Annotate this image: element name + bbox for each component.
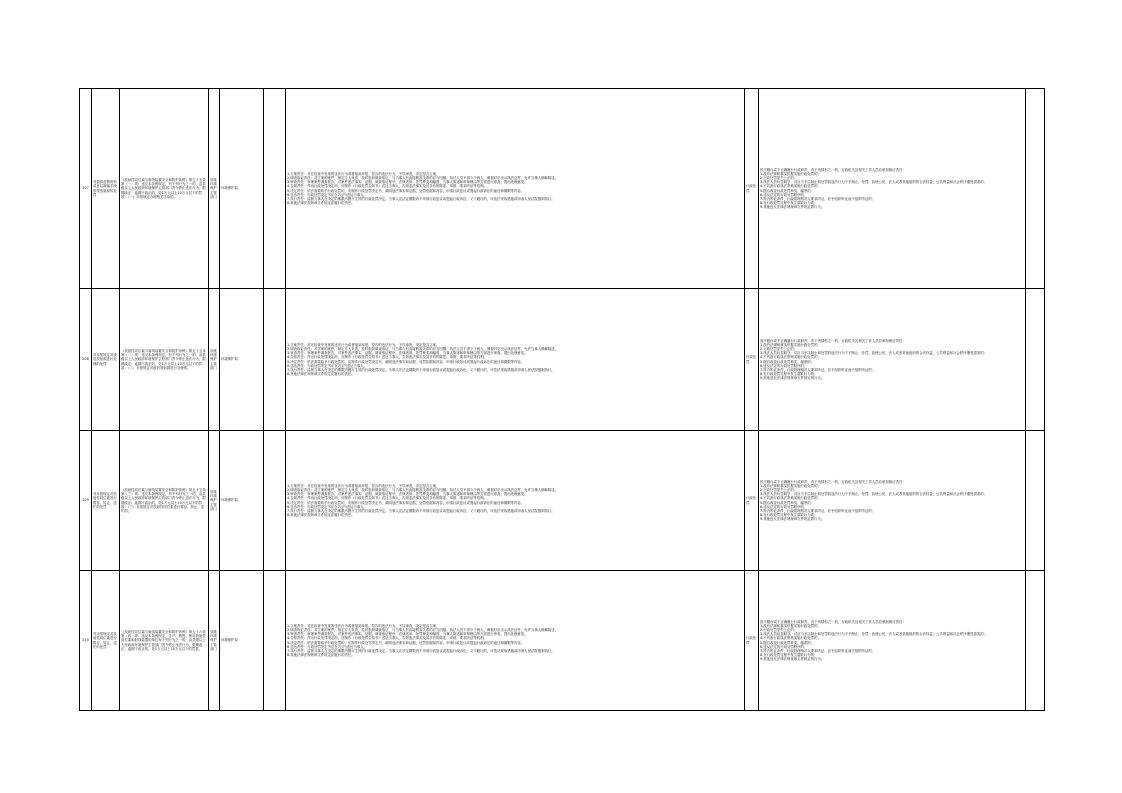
remarks-cell bbox=[1026, 571, 1045, 711]
responsibility-items bbox=[286, 431, 745, 571]
responsibility-line: 7.执行责任：监督当事人在决定的期限内履行生效的行政处罚决定。当事人在法定期限内不申请行政复议或提起行政诉讼，又不履行的，可依法采取措施或申请人民法院强制执行。 bbox=[287, 367, 555, 372]
responsibility-line: 5.决定责任：依法需要给予行政处罚的，应制作行政处罚决定书，载明违法事实和证据、处罚依据和内容、申请行政复议或提起行政诉讼的途径和期限等内容。 bbox=[287, 359, 525, 364]
responsibility-line: 1.立案责任：对在检查中发现的违法行为或者接到举报、控告的违法行为，予以审查，决定是否立案。 bbox=[287, 343, 440, 348]
accountability-line: 8.在行政处罚过程中发生腐败行为的； bbox=[760, 371, 818, 376]
table-row bbox=[80, 89, 1045, 289]
accountability-line: 3.执法人员玩忽职守，对应当予以制止和处罚的违法行为不予制止、处罚，致使公民、法人或者其他组织的合法权益、公共利益和社会秩序遭受损害的； bbox=[760, 351, 988, 356]
responsibility-line: 3.审查责任：审理案件调查报告，对案件违法事实、证据、调查取证程序、法律适用、处罚种类和幅度、当事人陈述和申辩理由等方面进行审查，提出处理意见。 bbox=[287, 351, 528, 356]
accountability-line: 9.其他违反法律法规规章文件规定的行为。 bbox=[760, 204, 825, 209]
responsibility-line: 6.送达责任：行政处罚决定书应在7日内送达当事人。 bbox=[287, 192, 367, 197]
responsibility-items bbox=[286, 89, 745, 289]
accountability-line: 3.执法人员玩忽职守，对应当予以制止和处罚的违法行为不予制止、处罚，致使公民、法人或者其他组织的合法权益、公共利益和社会秩序遭受损害的； bbox=[760, 180, 988, 185]
responsibility-line: 4.告知责任：作出行政处罚决定前，应制作《行政处罚告知书》送达当事人，告知违法事实及其享有的陈述、申辩、要求听证等权利。 bbox=[287, 496, 487, 501]
table-row bbox=[80, 571, 1045, 711]
accountability-items bbox=[759, 89, 1026, 289]
responsibility-line: 7.执行责任：监督当事人在决定的期限内履行生效的行政处罚决定。当事人在法定期限内不申请行政复议或提起行政诉讼，又不履行的，可依法采取措施或申请人民法院强制执行。 bbox=[287, 508, 555, 513]
accountability-line: 1.没有法律和事实依据实施行政处罚的； bbox=[760, 484, 821, 489]
legal-basis: 《放射性同位素与射线装置安全和防护条例》第五十五条第（一）项：违反本条例规定，有下列行为之一的，由县级以上人民政府环境保护主管部门责令停止违法行为，限期改正；逾期不改正的，处1万元以上10万元以下的罚款：（一）未按规定办理相关手续的。 bbox=[120, 89, 209, 289]
table-row bbox=[80, 289, 1045, 431]
result-type: 行政处罚 bbox=[745, 571, 759, 711]
responsibility-line: 2.调查取证责任：对立案的案件，指定专人负责，及时组织调查取证，与当事人有直接利害关系的应当回避。执法人员不得少于两人，调查时应出示执法证件，允许当事人辩解陈述。 bbox=[287, 488, 559, 493]
accountability-line: 4.不具备行政执法资格实施行政处罚的； bbox=[760, 184, 821, 189]
responsibility-line: 2.调查取证责任：对立案的案件，指定专人负责，及时组织调查取证，与当事人有直接利害关系的应当回避。执法人员不得少于两人，调查时应出示执法证件，允许当事人辩解陈述。 bbox=[287, 176, 559, 181]
result-type: 行政处罚 bbox=[745, 289, 759, 431]
accountability-line: 1.没有法律和事实依据实施行政处罚的； bbox=[760, 172, 821, 177]
responsibility-line: 8.其他法律法规规章文件规定应履行的责任。 bbox=[287, 200, 355, 205]
accountability-line: 4.不具备行政执法资格实施行政处罚的； bbox=[760, 496, 821, 501]
empty-cell bbox=[264, 289, 286, 431]
responsible-department: 环境保护局 bbox=[220, 89, 264, 289]
responsibility-line: 5.决定责任：依法需要给予行政处罚的，应制作行政处罚决定书，载明违法事实和证据、处罚依据和内容、申请行政复议或提起行政诉讼的途径和期限等内容。 bbox=[287, 500, 525, 505]
remarks-cell bbox=[1026, 289, 1045, 431]
accountability-line: 4.不具备行政执法资格实施行政处罚的； bbox=[760, 355, 821, 360]
empty-cell bbox=[264, 89, 286, 289]
responsibility-line: 6.送达责任：行政处罚决定书应在7日内送达当事人。 bbox=[287, 504, 367, 509]
legal-basis: 《放射性同位素与射线装置安全和防护条例》第五十五条第（二）项：违反本条例规定，有下列行为之一的，由县级以上人民政府环境保护主管部门责令停止违法行为，限期改正；逾期不改正的，处1万元以上10万元以下的罚款：（二）未按规定对废旧放射源进行处理的。 bbox=[120, 289, 209, 431]
accountability-line: 8.在行政处罚过程中发生腐败行为的； bbox=[760, 512, 818, 517]
implementing-subject: 县级环境保护主管部门 bbox=[209, 571, 220, 711]
responsibility-line: 8.其他法律法规规章文件规定应履行的责任。 bbox=[287, 371, 355, 376]
accountability-line: 3.执法人员玩忽职守，对应当予以制止和处罚的违法行为不予制止、处罚，致使公民、法人或者其他组织的合法权益、公共利益和社会秩序遭受损害的； bbox=[760, 492, 988, 497]
responsibility-line: 2.调查取证责任：对立案的案件，指定专人负责，及时组织调查取证，与当事人有直接利害关系的应当回避。执法人员不得少于两人，调查时应出示执法证件，允许当事人辩解陈述。 bbox=[287, 347, 559, 352]
accountability-line: 7.符合听证条件、行政管理相对人要求听证，应予组织听证而不组织听证的； bbox=[760, 508, 876, 513]
accountability-line: 9.其他违反法律法规规章文件规定的行为。 bbox=[760, 516, 825, 521]
accountability-line: 6.违反法定的行政处罚程序的； bbox=[760, 363, 808, 368]
responsible-department: 环境保护局 bbox=[220, 289, 264, 431]
accountability-line: 9.其他违反法律法规规章文件规定的行为。 bbox=[760, 375, 825, 380]
row-number: 208 bbox=[80, 289, 92, 431]
item-name: 对提供虚假资料或者以欺骗手段申领放射源的处罚 bbox=[92, 89, 120, 289]
responsibility-line: 2.调查取证责任：对立案的案件，指定专人负责，及时组织调查取证，与当事人有直接利害关系的应当回避。执法人员不得少于两人，调查时应出示执法证件，允许当事人辩解陈述。 bbox=[287, 628, 559, 633]
accountability-line: 因不履行或不正确履行行政职责，有下列情形之一的，行政机关及相关工作人员应承担相应责任： bbox=[760, 620, 906, 625]
accountability-line: 8.在行政处罚过程中发生腐败行为的； bbox=[760, 200, 818, 205]
responsible-department: 环境保护局 bbox=[220, 571, 264, 711]
item-name: 对未按规定对放射性同位素进行暂存、转让、送贮的处罚 bbox=[92, 571, 120, 711]
responsibility-line: 3.审查责任：审理案件调查报告，对案件违法事实、证据、调查取证程序、法律适用、处罚种类和幅度、当事人陈述和申辩理由等方面进行审查，提出处理意见。 bbox=[287, 632, 528, 637]
responsibility-line: 3.审查责任：审理案件调查报告，对案件违法事实、证据、调查取证程序、法律适用、处罚种类和幅度、当事人陈述和申辩理由等方面进行审查，提出处理意见。 bbox=[287, 180, 528, 185]
result-type: 行政处罚 bbox=[745, 89, 759, 289]
implementing-subject: 县级环境保护主管部门 bbox=[209, 89, 220, 289]
responsibility-line: 6.送达责任：行政处罚决定书应在7日内送达当事人。 bbox=[287, 644, 367, 649]
accountability-line: 6.违反法定的行政处罚程序的； bbox=[760, 192, 808, 197]
responsibility-line: 3.审查责任：审理案件调查报告，对案件违法事实、证据、调查取证程序、法律适用、处罚种类和幅度、当事人陈述和申辩理由等方面进行审查，提出处理意见。 bbox=[287, 492, 528, 497]
accountability-line: 2.行政处罚显失公正的； bbox=[760, 176, 798, 181]
row-number: 209 bbox=[80, 431, 92, 571]
accountability-line: 6.违反法定的行政处罚程序的； bbox=[760, 504, 808, 509]
accountability-line: 因不履行或不正确履行行政职责，有下列情形之一的，行政机关及相关工作人员应承担相应责任： bbox=[760, 480, 906, 485]
accountability-line: 9.其他违反法律法规规章文件规定的行为。 bbox=[760, 656, 825, 661]
table-row bbox=[80, 431, 1045, 571]
accountability-line: 7.符合听证条件、行政管理相对人要求听证，应予组织听证而不组织听证的； bbox=[760, 196, 876, 201]
remarks-cell bbox=[1026, 89, 1045, 289]
responsibility-line: 7.执行责任：监督当事人在决定的期限内履行生效的行政处罚决定。当事人在法定期限内不申请行政复议或提起行政诉讼，又不履行的，可依法采取措施或申请人民法院强制执行。 bbox=[287, 648, 555, 653]
responsibility-line: 1.立案责任：对在检查中发现的违法行为或者接到举报、控告的违法行为，予以审查，决定是否立案。 bbox=[287, 624, 440, 629]
accountability-line: 2.行政处罚显失公正的； bbox=[760, 488, 798, 493]
accountability-line: 6.违反法定的行政处罚程序的； bbox=[760, 644, 808, 649]
accountability-line: 1.没有法律和事实依据实施行政处罚的； bbox=[760, 624, 821, 629]
responsibility-line: 4.告知责任：作出行政处罚决定前，应制作《行政处罚告知书》送达当事人，告知违法事实及其享有的陈述、申辩、要求听证等权利。 bbox=[287, 355, 487, 360]
responsibility-table bbox=[79, 88, 1045, 711]
item-name: 对未按规定对放射性同位素进行暂存、转让、送贮的处罚 bbox=[92, 431, 120, 571]
empty-cell bbox=[264, 571, 286, 711]
row-number: 210 bbox=[80, 571, 92, 711]
responsibility-line: 6.送达责任：行政处罚决定书应在7日内送达当事人。 bbox=[287, 363, 367, 368]
responsibility-line: 5.决定责任：依法需要给予行政处罚的，应制作行政处罚决定书，载明违法事实和证据、处罚依据和内容、申请行政复议或提起行政诉讼的途径和期限等内容。 bbox=[287, 188, 525, 193]
implementing-subject: 县级环境保护主管部门 bbox=[209, 431, 220, 571]
accountability-line: 7.符合听证条件、行政管理相对人要求听证，应予组织听证而不组织听证的； bbox=[760, 367, 876, 372]
responsibility-line: 4.告知责任：作出行政处罚决定前，应制作《行政处罚告知书》送达当事人，告知违法事实及其享有的陈述、申辩、要求听证等权利。 bbox=[287, 184, 487, 189]
responsibility-line: 1.立案责任：对在检查中发现的违法行为或者接到举报、控告的违法行为，予以审查，决定是否立案。 bbox=[287, 172, 440, 177]
responsibility-line: 7.执行责任：监督当事人在决定的期限内履行生效的行政处罚决定。当事人在法定期限内不申请行政复议或提起行政诉讼，又不履行的，可依法采取措施或申请人民法院强制执行。 bbox=[287, 196, 555, 201]
responsibility-items bbox=[286, 571, 745, 711]
accountability-line: 1.没有法律和事实依据实施行政处罚的； bbox=[760, 343, 821, 348]
responsibility-line: 8.其他法律法规规章文件规定应履行的责任。 bbox=[287, 512, 355, 517]
accountability-line: 8.在行政处罚过程中发生腐败行为的； bbox=[760, 652, 818, 657]
responsible-department: 环境保护局 bbox=[220, 431, 264, 571]
accountability-items bbox=[759, 289, 1026, 431]
accountability-line: 4.不具备行政执法资格实施行政处罚的； bbox=[760, 636, 821, 641]
empty-cell bbox=[264, 431, 286, 571]
item-name: 对未按规定对废旧放射源进行处理的处罚 bbox=[92, 289, 120, 431]
accountability-line: 3.执法人员玩忽职守，对应当予以制止和处罚的违法行为不予制止、处罚，致使公民、法人或者其他组织的合法权益、公共利益和社会秩序遭受损害的； bbox=[760, 632, 988, 637]
responsibility-line: 8.其他法律法规规章文件规定应履行的责任。 bbox=[287, 652, 355, 657]
responsibility-line: 1.立案责任：对在检查中发现的违法行为或者接到举报、控告的违法行为，予以审查，决定是否立案。 bbox=[287, 484, 440, 489]
row-number: 207 bbox=[80, 89, 92, 289]
accountability-line: 7.符合听证条件、行政管理相对人要求听证，应予组织听证而不组织听证的； bbox=[760, 648, 876, 653]
accountability-line: 5.擅自改变行政处罚种类、幅度的； bbox=[760, 640, 815, 645]
implementing-subject: 县级环境保护主管部门 bbox=[209, 289, 220, 431]
accountability-line: 2.行政处罚显失公正的； bbox=[760, 628, 798, 633]
remarks-cell bbox=[1026, 431, 1045, 571]
result-type: 行政处罚 bbox=[745, 431, 759, 571]
accountability-line: 因不履行或不正确履行行政职责，有下列情形之一的，行政机关及相关工作人员应承担相应责任： bbox=[760, 168, 906, 173]
responsibility-items bbox=[286, 289, 745, 431]
legal-basis: 《放射性同位素与射线装置安全和防护条例》第五十五条第（三）项：违反本条例规定，有下列行为之一的，由县级以上人民政府环境保护主管部门责令停止违法行为，限期改正；逾期不改正的，处1万元以上10万元以下的罚款：（三）未按规定对放射性同位素进行暂存、转让、送贮的。 bbox=[120, 431, 209, 571]
accountability-items bbox=[759, 571, 1026, 711]
accountability-line: 5.擅自改变行政处罚种类、幅度的； bbox=[760, 500, 815, 505]
accountability-line: 5.擅自改变行政处罚种类、幅度的； bbox=[760, 188, 815, 193]
accountability-line: 2.行政处罚显失公正的； bbox=[760, 347, 798, 352]
accountability-items bbox=[759, 431, 1026, 571]
accountability-line: 5.擅自改变行政处罚种类、幅度的； bbox=[760, 359, 815, 364]
accountability-line: 因不履行或不正确履行行政职责，有下列情形之一的，行政机关及相关工作人员应承担相应责任： bbox=[760, 339, 906, 344]
responsibility-line: 5.决定责任：依法需要给予行政处罚的，应制作行政处罚决定书，载明违法事实和证据、处罚依据和内容、申请行政复议或提起行政诉讼的途径和期限等内容。 bbox=[287, 640, 525, 645]
legal-basis: 《放射性同位素与射线装置安全和防护条例》第五十六条第（四）项：违反本条例规定，生产、销售、使用放射性同位素和射线装置的单位有下列行为之一的，由县级以上人民政府环境保护主管部门责令停止违法行为，限期改正；逾期不改正的，处1万元以上10万元以下的罚款。 bbox=[120, 571, 209, 711]
responsibility-line: 4.告知责任：作出行政处罚决定前，应制作《行政处罚告知书》送达当事人，告知违法事实及其享有的陈述、申辩、要求听证等权利。 bbox=[287, 636, 487, 641]
